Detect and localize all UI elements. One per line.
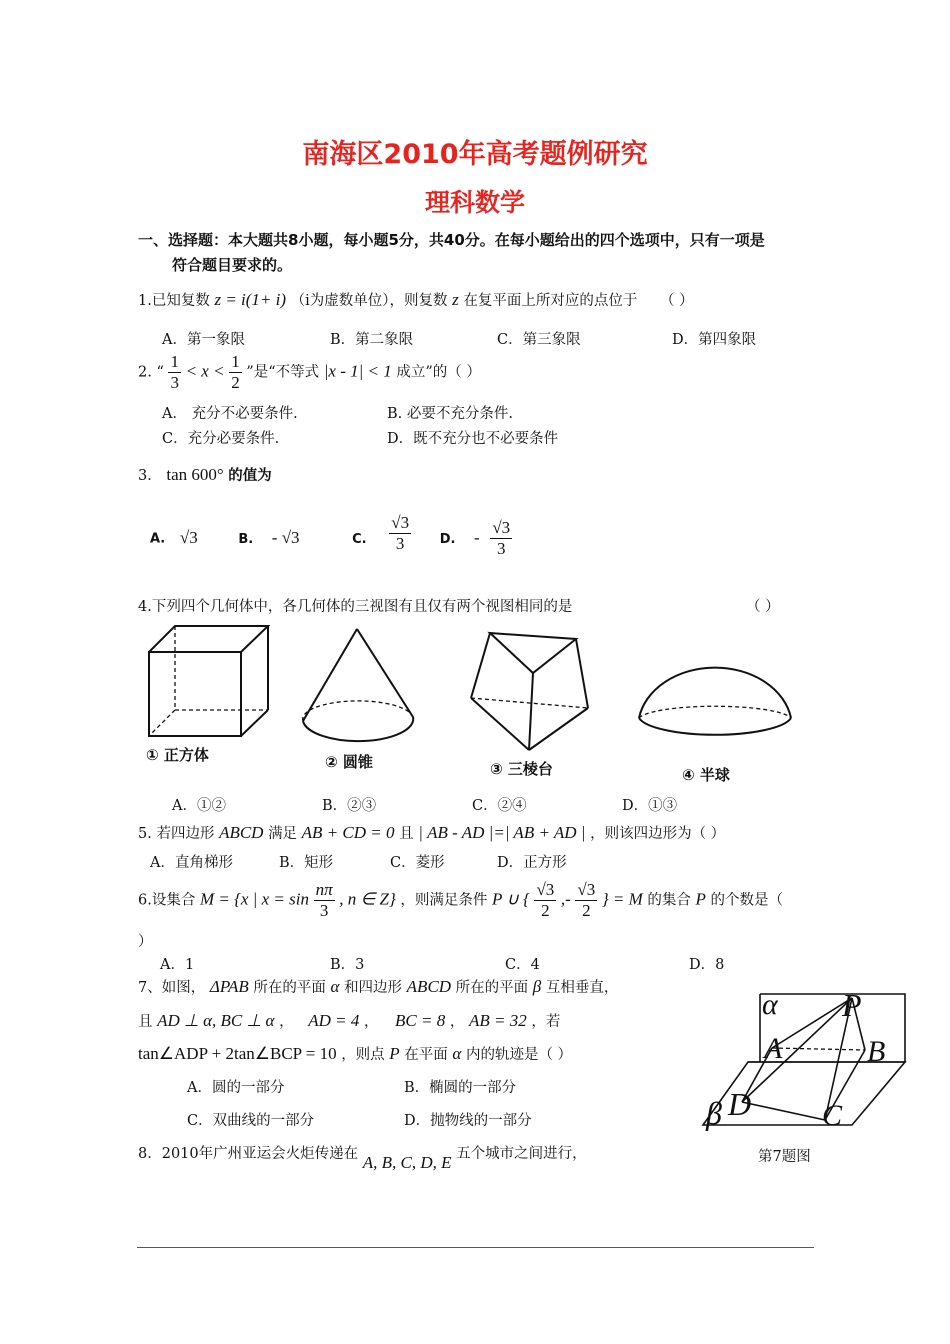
question-4: 4.下列四个几何体中，各几何体的三视图有且仅有两个视图相同的是 — [138, 599, 573, 615]
q3-number: 3． — [138, 468, 162, 484]
figure-label-cube: ① 正方体 — [146, 746, 209, 764]
q5-option-d: D．正方形 — [497, 855, 567, 871]
q5-formula1: AB + CD = 0 — [301, 823, 395, 842]
q7-line2-prefix: 且 — [138, 1014, 153, 1030]
q6-fraction: $\frac{n\pi}{3}$ — [315, 880, 333, 920]
q5-var: ABCD — [219, 823, 264, 842]
cone-figure — [300, 625, 420, 755]
q1-var: z — [452, 290, 459, 309]
q2-option-a: A． 充分不必要条件. — [162, 406, 298, 422]
fig-label-a: A — [764, 1032, 783, 1065]
q5-option-c: C．菱形 — [390, 855, 445, 871]
q7-ad: AD = 4 — [308, 1011, 360, 1030]
q6-prefix: 6.设集合 — [138, 892, 196, 909]
question-7-line1 — [138, 976, 618, 997]
q2-option-c: C．充分必要条件. — [162, 431, 280, 447]
page-title: 南海区2010年高考题例研究 — [302, 139, 648, 170]
q6-tail2: 的个数是（ — [710, 892, 784, 909]
q2-inequality: |x - 1| < 1 — [323, 361, 392, 381]
q2-option-b: B. 必要不充分条件. — [387, 406, 513, 422]
page-subtitle: 理科数学 — [424, 188, 525, 217]
q7-option-d: D．抛物线的一部分 — [404, 1113, 532, 1129]
q3-option-a: √3 — [179, 527, 198, 547]
question-1 — [138, 289, 694, 310]
q7-tail: 互相垂直， — [545, 980, 619, 996]
q1-option-b: B．第二象限 — [330, 332, 414, 348]
q6-option-c: C．4 — [505, 957, 540, 973]
section-heading-cont: 符合题目要求的。 — [172, 256, 293, 274]
q7-beta: β — [532, 977, 542, 996]
q8-tail: 五个城市之间进行， — [456, 1146, 587, 1162]
q7-line3-tail: 内的轨迹是（ ） — [465, 1047, 573, 1063]
hemisphere-figure — [636, 656, 796, 766]
q2-prefix: 2. “ — [138, 364, 164, 381]
q3-formula: tan 600° — [166, 465, 224, 484]
q6-cond-fraction-2: $\frac{√3}{2}$ — [577, 880, 596, 920]
question-3 — [138, 464, 272, 485]
q6-cond: P ∪ { — [492, 889, 530, 909]
figure-label-frustum: ③ 三棱台 — [490, 760, 553, 778]
section-heading: 一、选择题：本大题共8小题，每小题5分，共40分。在每小题给出的四个选项中，只有一项是 — [138, 231, 765, 249]
q7-option-a: A．圆的一部分 — [187, 1080, 285, 1096]
footer-divider — [137, 1247, 814, 1248]
frustum-figure — [468, 630, 598, 760]
question-7-line3 — [138, 1043, 572, 1064]
q5-option-a: A．直角梯形 — [150, 855, 233, 871]
q2-text: ”是“不等式 — [246, 364, 320, 381]
q5-prefix: 5. 若四边形 — [138, 826, 215, 842]
q7-triangle: ΔPAB — [209, 977, 249, 996]
q4-option-a: A．①② — [172, 798, 226, 814]
q1-formula: z = i(1+ i) — [214, 290, 287, 309]
q3-option-c: $\frac{√3}{3}$ — [391, 513, 410, 553]
q1-option-a: A．第一象限 — [162, 332, 245, 348]
q2-mid: < x < — [185, 361, 225, 381]
q1-answer-paren: （ ） — [659, 293, 694, 309]
q6-set-tail: , n ∈ Z} — [339, 889, 396, 909]
q5-text2: 且 — [399, 826, 414, 842]
question-7-line2: 且 AD ⊥ α, BC ⊥ α ， AD = 4 ， BC = 8 ， AB = 32 ，若 — [138, 1011, 561, 1030]
q5-tail: ，则该四边形为（ ） — [590, 826, 726, 842]
q5-text1: 满足 — [268, 826, 298, 842]
q7-mid3: 所在的平面 — [455, 980, 529, 996]
q6-text: ，则满足条件 — [400, 892, 488, 909]
q6-cond-tail: } = M — [601, 889, 643, 909]
fig-label-p: P — [842, 987, 862, 1023]
q4-option-c: C．②④ — [472, 798, 527, 814]
q6-option-b: B．3 — [330, 957, 365, 973]
fig-label-beta: β — [706, 1095, 722, 1131]
q7-perp: AD ⊥ α, BC ⊥ α — [157, 1011, 275, 1030]
q6-tail: 的集合 — [647, 892, 691, 909]
q2-tail: 成立”的（ ） — [396, 364, 481, 381]
q3-label-d: D. — [439, 531, 456, 547]
q3-label-a: A. — [150, 531, 166, 547]
q7-figure — [700, 987, 912, 1132]
fig-label-c: C — [822, 1099, 843, 1132]
q1-text: （i为虚数单位），则复数 — [290, 293, 448, 309]
q7-line3-alpha: α — [452, 1044, 462, 1063]
question-5 — [138, 822, 725, 843]
q7-mid: 所在的平面 — [253, 980, 326, 996]
q6-cond-fraction-1: $\frac{√3}{2}$ — [536, 880, 555, 920]
q6-set: M = {x | x = sin — [199, 889, 309, 909]
q4-answer-paren: （ ） — [746, 599, 780, 615]
q3-option-d: $\frac{√3}{3}$ — [492, 518, 511, 558]
q8-prefix: 8．2010年广州亚运会火炬传递在 — [138, 1146, 359, 1162]
figure-label-cone: ② 圆锥 — [325, 753, 373, 771]
q7-tan-formula: tan∠ADP + 2tan∠BCP = 10 — [138, 1044, 337, 1063]
q7-line2-tail: ，若 — [531, 1014, 561, 1030]
q3-tail: 的值为 — [228, 468, 272, 484]
q7-option-b: B．椭圆的一部分 — [404, 1080, 517, 1096]
q3-option-b: - √3 — [271, 527, 300, 547]
cube-figure — [140, 618, 280, 738]
q2-option-d: D．既不充分也不必要条件 — [387, 431, 559, 447]
q7-prefix: 7、如图， — [138, 980, 206, 996]
question-6: 6.设集合 M = {x | x = sin $\frac{n\pi}{3}$ , n ∈ Z} ，则满足条件 P ∪ { $\frac{√3}{2}$ ,- $\frac{√3}{2}$ } = M 的集合 P 的个数是（ — [138, 880, 784, 920]
q6-close-paren: ） — [138, 934, 153, 950]
question-2 — [138, 352, 481, 393]
q7-mid2: 和四边形 — [344, 980, 403, 996]
q3-options — [150, 513, 512, 559]
q7-line3-mid2: 在平面 — [404, 1047, 448, 1063]
q7-bc: BC = 8 — [395, 1011, 446, 1030]
fig-label-b: B — [867, 1035, 886, 1068]
q7-pvar: P — [389, 1044, 400, 1063]
q7-quad: ABCD — [406, 977, 452, 996]
q3-label-c: C. — [352, 531, 367, 547]
q8-cities: A, B, C, D, E — [362, 1153, 452, 1172]
q3-label-b: B. — [238, 531, 254, 547]
fig-label-alpha: α — [762, 988, 778, 1021]
q1-option-c: C．第三象限 — [497, 332, 581, 348]
q5-option-b: B．矩形 — [279, 855, 334, 871]
q2-fraction-1: $\frac{1}{3}$ — [170, 352, 179, 392]
q6-option-d: D．8 — [689, 957, 725, 973]
q1-option-d: D．第四象限 — [672, 332, 757, 348]
fig-label-d: D — [728, 1086, 752, 1122]
q1-prefix: 1.已知复数 — [138, 293, 210, 309]
q7-figure-caption: 第7题图 — [758, 1149, 811, 1165]
q3-option-d-sign: - — [474, 527, 480, 547]
q7-ab: AB = 32 — [468, 1011, 527, 1030]
q6-option-a: A．1 — [160, 957, 195, 973]
figure-label-hemisphere: ④ 半球 — [682, 766, 730, 784]
q5-formula2: | AB - AD |=| AB + AD | — [418, 823, 586, 842]
question-8 — [138, 1142, 587, 1172]
q4-option-b: B．②③ — [322, 798, 377, 814]
q7-alpha: α — [330, 977, 340, 996]
q1-tail: 在复平面上所对应的点位于 — [463, 293, 638, 309]
q6-var: P — [695, 889, 706, 909]
q4-option-d: D．①③ — [622, 798, 678, 814]
q7-line3-mid: ，则点 — [341, 1047, 385, 1063]
q2-fraction-2: $\frac{1}{2}$ — [231, 352, 240, 392]
q7-option-c: C．双曲线的一部分 — [187, 1113, 315, 1129]
